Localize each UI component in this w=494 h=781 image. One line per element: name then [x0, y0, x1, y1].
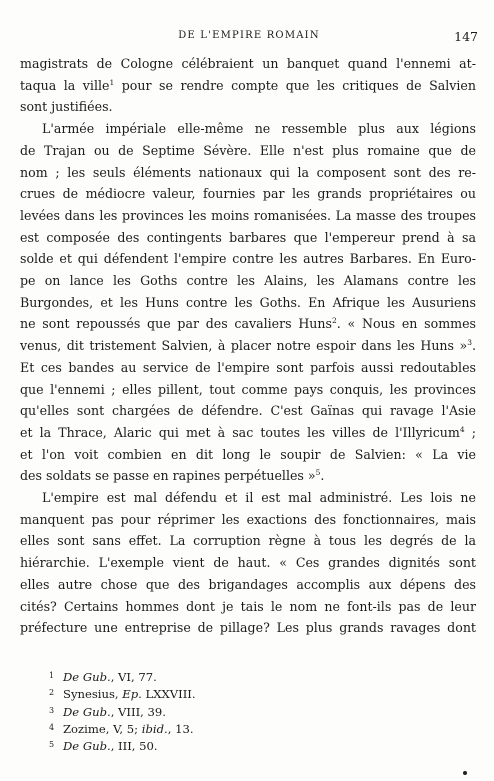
page-header [20, 30, 478, 46]
text-line: qu'elles sont chargées de défendre. C'est Gaïnas qui ravage l'Asie [20, 403, 476, 419]
footnote-ref: 1 [109, 77, 115, 87]
footnote-ref: 4 [459, 424, 465, 434]
text-line: magistrats de Cologne célébraient un banquet quand l'ennemi at- [20, 56, 476, 71]
footnote-number: 1 [49, 671, 55, 680]
text-line: que l'ennemi ; elles pillent, tout comme pays conquis, les provinces [20, 381, 476, 397]
running-title: DE L'EMPIRE ROMAIN [178, 30, 320, 41]
paragraph-3 [20, 487, 476, 639]
text-line: et l'on voit combien en dit long le soupir de Salvien: « La vie [20, 446, 476, 462]
text-line: elles autre chose que des brigandages accomplis aux dépens des [20, 576, 476, 592]
text-line: ne sont repoussés que par des cavaliers Huns$^2$. « Nous en sommes [20, 316, 476, 332]
text-line: préfecture une entreprise de pillage? Les plus grands ravages dont [20, 620, 476, 636]
footnote-number: 2 [49, 688, 55, 698]
text-line: hiérarchie. L'exemple vient de haut. « Ces grandes dignités sont [20, 555, 476, 571]
text-line: Et ces bandes au service de l'empire sont parfois aussi redoutables [20, 359, 476, 375]
text-line: Burgondes, et les Huns contre les Goths. En Afrique les Ausuriens [20, 294, 476, 310]
footnote-ref: 3 [467, 338, 472, 348]
footnotes [49, 668, 429, 754]
text-line: nom ; les seuls éléments nationaux qui la composent sont des re- [20, 164, 476, 180]
paragraph-1 [20, 53, 476, 118]
text-line: elles sont sans effet. La corruption règne à tous les degrés de la [20, 533, 476, 549]
footnote: 1 De Gub., VI, 77. [49, 670, 157, 684]
text-line: des soldats se passe en rapines perpétuelles »$^5$. [20, 468, 325, 484]
text-line: pe on lance les Goths contre les Alains, les Alamans contre les [20, 273, 476, 289]
text-line: L'armée impériale elle-même ne ressemble plus aux légions [42, 121, 476, 137]
text-line: taqua la ville$^1$ pour se rendre compte que les critiques de Salvien [20, 77, 476, 93]
text-line: crues de médiocre valeur, fournies par les grands propriétaires ou [20, 186, 476, 202]
text-line: L'empire est mal défendu et il est mal administré. Les lois ne [42, 490, 476, 506]
page-number: 147 [454, 29, 478, 44]
footnote: 5 De Gub., III, 50. [49, 739, 158, 754]
footnote-ref: 2 [332, 316, 337, 326]
text-line: levées dans les provinces les moins romanisées. La masse des troupes [20, 207, 476, 223]
ink-dot [463, 771, 467, 775]
text-line: solde et qui défendent l'empire contre les autres Barbares. En Euro- [20, 251, 476, 267]
text-line: de Trajan ou de Septime Sévère. Elle n'est plus romaine que de [20, 142, 476, 158]
text-line: et la Thrace, Alaric qui met à sac toutes les villes de l'Illyricum$^4$ ; [20, 424, 477, 440]
text-line: est composée des contingents barbares que l'empereur prend à sa [20, 229, 476, 245]
text-line: venus, dit tristement Salvien, à placer notre espoir dans les Huns »$^3$. [20, 338, 476, 354]
footnote: 2 Synesius, Ep. LXXVIII. [49, 687, 196, 702]
footnote-number: 4 [49, 722, 55, 732]
footnote: 4 Zozime, V, 5; ibid., 13. [49, 721, 194, 736]
body-text [20, 53, 476, 639]
text-line: manquent pas pour réprimer les exactions des fonctionnaires, mais [20, 511, 476, 527]
text-line: cités? Certains hommes dont je tais le nom ne font-ils pas de leur [20, 598, 476, 614]
footnote-number: 3 [49, 705, 55, 715]
footnote: 3 De Gub., VIII, 39. [49, 704, 166, 719]
text-line: sont justifiées. [20, 99, 113, 115]
footnote-number: 5 [49, 740, 55, 750]
paragraph-2 [20, 118, 476, 487]
footnote-ref: 5 [315, 468, 321, 478]
